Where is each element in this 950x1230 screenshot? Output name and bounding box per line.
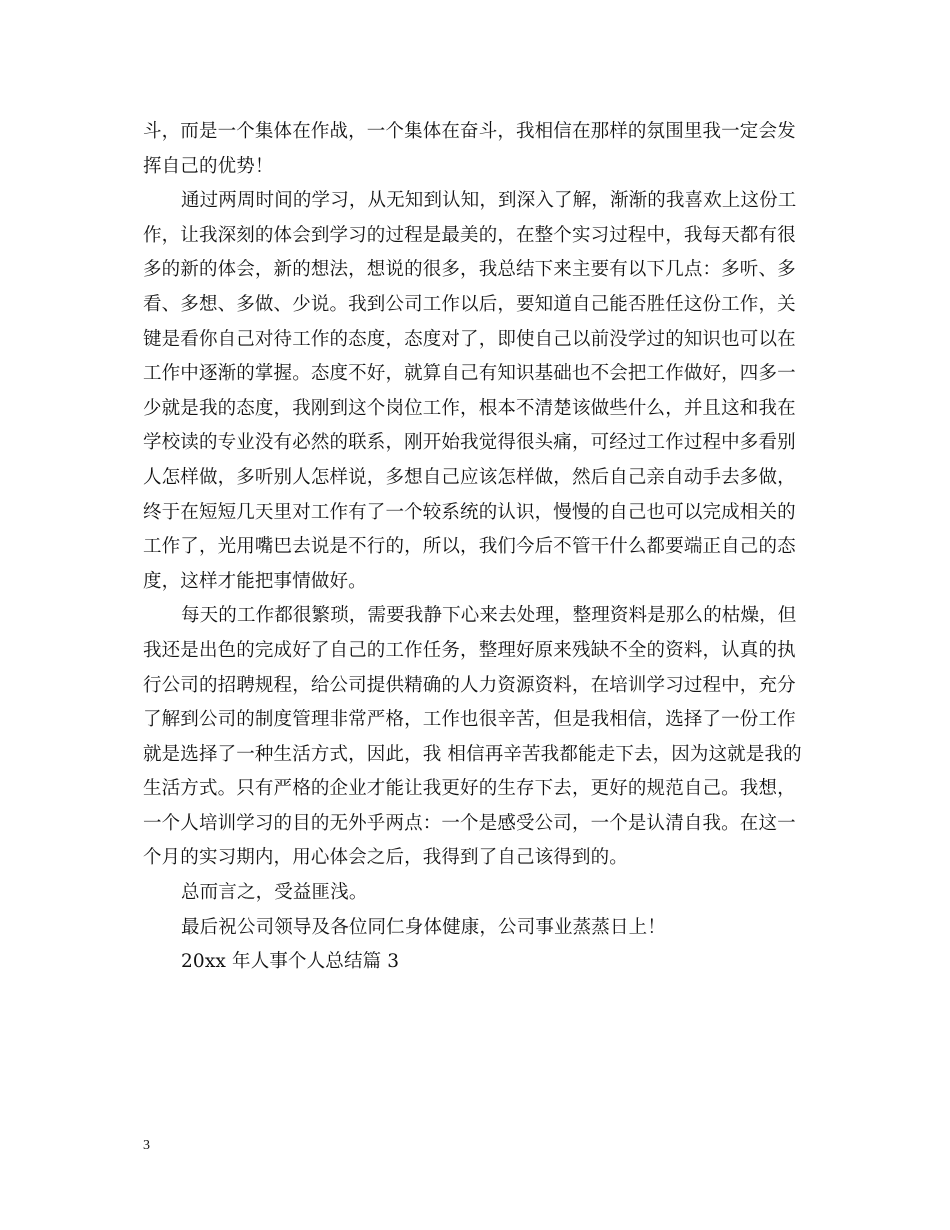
text-line: 作，让我深刻的体会到学习的过程是最美的，在整个实习过程中，我每天都有很 [143,224,796,246]
paragraph-start-line: 总而言之，受益匪浅。 [181,882,368,904]
text-line: 生活方式。只有严格的企业才能让我更好的生存下去，更好的规范自己。我想， [143,778,796,800]
text-line: 多的新的体会，新的想法，想说的很多，我总结下来主要有以下几点：多听、多 [143,259,796,281]
text-line: 了解到公司的制度管理非常严格，工作也很辛苦，但是我相信，选择了一份工作 [143,709,796,731]
paragraph-start-line: 每天的工作都很繁琐，需要我静下心来去处理，整理资料是那么的枯燥，但 [181,605,797,627]
text-line: 人怎样做，多听别人怎样说，多想自己应该怎样做，然后自己亲自动手去多做， [143,466,796,488]
text-line: 挥自己的优势！ [143,155,274,177]
text-line: 就是选择了一种生活方式，因此，我 相信再辛苦我都能走下去，因为这就是我的 [143,743,802,765]
text-line: 我还是出色的完成好了自己的工作任务，整理好原来残缺不全的资料，认真的执 [143,639,796,661]
text-line: 斗，而是一个集体在作战，一个集体在奋斗，我相信在那样的氛围里我一定会发 [143,121,796,142]
text-line: 键是看你自己对待工作的态度，态度对了，即使自己以前没学过的知识也可以在 [143,328,796,350]
text-line: 工作了，光用嘴巴去说是不行的，所以，我们今后不管干什么都要端正自己的态 [143,536,796,558]
page-number: 3 [143,1138,150,1153]
text-line: 一个人培训学习的目的无外乎两点：一个是感受公司，一个是认清自我。在这一 [143,812,796,834]
text-line: 看、多想、多做、少说。我到公司工作以后，要知道自己能否胜任这份工作，关 [143,293,796,315]
paragraph-start-line: 通过两周时间的学习，从无知到认知，到深入了解，渐渐的我喜欢上这份工 [181,190,797,212]
text-line: 行公司的招聘规程，给公司提供精确的人力资源资料，在培训学习过程中，充分 [143,674,796,696]
text-line: 度，这样才能把事情做好。 [143,570,367,592]
text-line: 学校读的专业没有必然的联系，刚开始我觉得很头痛，可经过工作过程中多看别 [143,432,796,454]
document-body [143,115,813,980]
section-heading-line: 20xx 年人事个人总结篇 3 [181,951,400,973]
text-line: 少就是我的态度，我刚到这个岗位工作，根本不清楚该做些什么，并且这和我在 [143,397,796,419]
text-line: 个月的实习期内，用心体会之后，我得到了自己该得到的。 [143,847,628,869]
text-line: 工作中逐渐的掌握。态度不好，就算自己有知识基础也不会把工作做好，四多一 [143,363,796,385]
paragraph-start-line: 最后祝公司领导及各位同仁身体健康，公司事业蒸蒸日上！ [181,916,666,938]
text-line: 终于在短短几天里对工作有了一个较系统的认识，慢慢的自己也可以完成相关的 [143,501,796,523]
